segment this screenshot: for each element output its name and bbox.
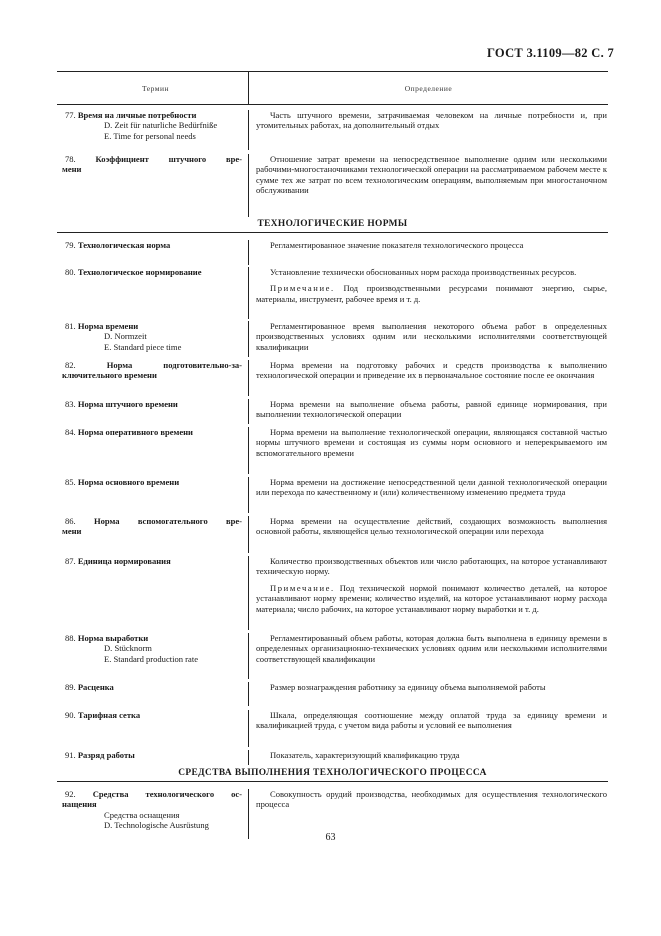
term-cell (57, 360, 248, 396)
definition-text: Норма времени на достижение непосредственной цели данной технологической операции или перехода по качественному и (или) количественному изменению предмета труда (256, 477, 607, 498)
term-name: Норма оперативного времени (77, 427, 193, 437)
definition-text: Часть штучного времени, затрачиваемая человеком на личные потребности и, при утомительных работах, на дополнительный отдых (256, 110, 607, 131)
term-cell (57, 633, 248, 679)
term-number: 84. (65, 427, 76, 437)
definition-cell (248, 710, 608, 747)
note-text: Под технической нормой понимают количество деталей, на которое устанавливают норму времени; количество изделий, на которое устанавливают норму расхода материала; число рабочих, на которое устанавливают норму выработки и т. д. (256, 582, 607, 614)
term-cell (57, 516, 248, 553)
term-number: 85. (65, 477, 76, 487)
note-text: Под производственными ресурсами понимают энергию, сырье, материалы, инструмент, рабочее время и т. д. (256, 283, 607, 304)
term-number: 79. (65, 240, 76, 250)
term-foreign: E. Standard piece time (104, 341, 182, 352)
term-name: Норма выработки (77, 633, 149, 643)
term-name-continued: ключительного времени (62, 370, 157, 381)
term-foreign: D. Zeit für naturliche Bedürfniße (104, 120, 218, 131)
definition-cell (248, 477, 608, 513)
definition-cell (248, 321, 608, 357)
definition-text: Норма времени на осуществление действий, создающих возможность выполнения основной работы, являющейся целью технологической операции или перехода (256, 516, 607, 537)
definition-cell (248, 633, 608, 679)
term-cell (57, 750, 248, 765)
term-number: 86. (65, 516, 76, 526)
term-name: Средства технологического ос- (92, 789, 242, 799)
term-name: Разряд работы (77, 750, 135, 760)
term-cell (57, 110, 248, 150)
table-row (57, 319, 608, 357)
definition-cell (248, 360, 608, 396)
term-foreign: E. Time for personal needs (104, 130, 196, 141)
table-row (57, 233, 608, 265)
table-row (57, 782, 608, 839)
term-name-continued: нащения (62, 799, 97, 810)
table-row (57, 630, 608, 679)
term-cell (57, 477, 248, 513)
table-row (57, 706, 608, 747)
definition-text: Регламентированный объем работы, которая должна быть выполнена в единицу времени в определенных организационно-технических условиях одним или несколькими исполнителями соответствующей квалификации (256, 633, 607, 664)
term-name: Технологическая норма (77, 240, 171, 250)
table-row (57, 265, 608, 319)
definition-cell (248, 750, 608, 765)
table-row (57, 513, 608, 553)
definition-cell (248, 110, 608, 150)
term-cell (57, 556, 248, 630)
document-header: ГОСТ 3.1109—82 С. 7 (486, 46, 614, 60)
term-cell (57, 710, 248, 747)
table-row (57, 424, 608, 474)
section-heading: ТЕХНОЛОГИЧЕСКИЕ НОРМЫ (57, 217, 608, 233)
term-cell (57, 427, 248, 474)
definition-text: Количество производственных объектов или число работающих, на которое устанавливают техническую норму. (256, 556, 607, 577)
definition-cell (248, 556, 608, 630)
definition-note (256, 583, 607, 614)
definition-text: Норма времени на подготовку рабочих и средств производства к выполнению технологической операции и приведение их в первоначальное состояние после ее окончания (256, 360, 607, 381)
definition-text: Регламентированное значение показателя технологического процесса (270, 240, 524, 250)
definition-text: Норма времени на выполнение технологической операции, являющаяся составной частью нормы штучного времени и состоящая из суммы норм основного и неперекрываемого им вспомогательного времени (256, 427, 607, 458)
definition-cell (248, 399, 608, 424)
definition-note (256, 283, 607, 304)
definition-text: Размер вознаграждения работнику за единицу объема выполняемой работы (270, 682, 546, 692)
term-cell (57, 240, 248, 265)
term-name: Норма вспомогательного вре- (93, 516, 243, 526)
term-cell (57, 682, 248, 706)
table-row (57, 474, 608, 513)
term-number: 80. (65, 267, 76, 277)
term-number: 82. (65, 360, 76, 370)
term-cell (57, 267, 248, 319)
term-number: 77. (65, 110, 76, 120)
terms-table (57, 71, 608, 839)
term-name: Норма штучного времени (77, 399, 178, 409)
term-number: 78. (65, 154, 76, 164)
term-name: Единица нормирования (77, 556, 171, 566)
term-cell (57, 321, 248, 357)
definition-cell (248, 682, 608, 706)
term-foreign: D. Normzeit (104, 331, 147, 342)
note-label: Примечание. (270, 582, 335, 593)
term-foreign: D. Technologische Ausrüstung (104, 820, 209, 831)
table-header (57, 71, 608, 105)
term-cell (57, 154, 248, 217)
definition-text: Показатель, характеризующий квалификацию труда (270, 750, 460, 760)
term-name: Норма подготовительно-за- (106, 360, 242, 370)
term-name: Коэффициент штучного вре- (95, 154, 242, 164)
term-number: 89. (65, 682, 76, 692)
table-row (57, 679, 608, 706)
term-foreign: D. Stücknorm (104, 643, 152, 654)
definition-cell (248, 154, 608, 217)
term-number: 92. (65, 789, 76, 799)
definition-text: Установление технически обоснованных норм расхода производственных ресурсов. (270, 267, 577, 277)
term-number: 91. (65, 750, 76, 760)
definition-text: Норма времени на выполнение объема работы, равной единице нормирования, при выполнении технологической операции (256, 399, 607, 420)
term-cell (57, 399, 248, 424)
table-row (57, 105, 608, 150)
column-header-term: Термин (141, 83, 170, 93)
term-name: Тарифная сетка (77, 710, 141, 720)
definition-text: Отношение затрат времени на непосредственное выполнение одним или несколькими рабочими-многостаночниками технологической операции на рассматриваемом рабочем месте к сумме тех же затрат по всем технологическим операциям, выполняемым при многостаночном обслуживании (256, 154, 607, 196)
table-row (57, 553, 608, 630)
table-row (57, 357, 608, 396)
table-row (57, 396, 608, 424)
table-body (57, 105, 608, 839)
term-name-continued: мени (62, 526, 82, 537)
term-number: 87. (65, 556, 76, 566)
term-name: Расценка (77, 682, 114, 692)
term-number: 81. (65, 321, 76, 331)
section-heading: СРЕДСТВА ВЫПОЛНЕНИЯ ТЕХНОЛОГИЧЕСКОГО ПРОЦЕССА (57, 765, 608, 782)
term-synonym: Средства оснащения (104, 809, 180, 820)
term-name: Норма времени (77, 321, 139, 331)
table-row (57, 747, 608, 765)
definition-cell (248, 516, 608, 553)
term-foreign: E. Standard production rate (104, 653, 198, 664)
table-row (57, 150, 608, 217)
term-name: Норма основного времени (77, 477, 180, 487)
page-number: 63 (325, 832, 336, 843)
term-name: Время на личные потребности (77, 110, 197, 120)
definition-text: Совокупность орудий производства, необходимых для осуществления технологического процесса (256, 789, 607, 810)
note-label: Примечание. (270, 283, 335, 294)
term-name: Технологическое нормирование (77, 267, 202, 277)
term-number: 83. (65, 399, 76, 409)
term-number: 88. (65, 633, 76, 643)
column-header-definition: Определение (248, 72, 608, 104)
term-number: 90. (65, 710, 76, 720)
definition-text: Шкала, определяющая соотношение между оплатой труда за единицу времени и квалификацией труда, с учетом вида работы и условий ее выполнения (256, 710, 607, 731)
definition-cell (248, 427, 608, 474)
definition-text: Регламентированное время выполнения некоторого объема работ в определенных производственных условиях одним или несколькими исполнителями соответствующей квалификации (256, 321, 607, 352)
definition-cell (248, 267, 608, 319)
definition-cell (248, 240, 608, 265)
term-name-continued: мени (62, 164, 82, 175)
